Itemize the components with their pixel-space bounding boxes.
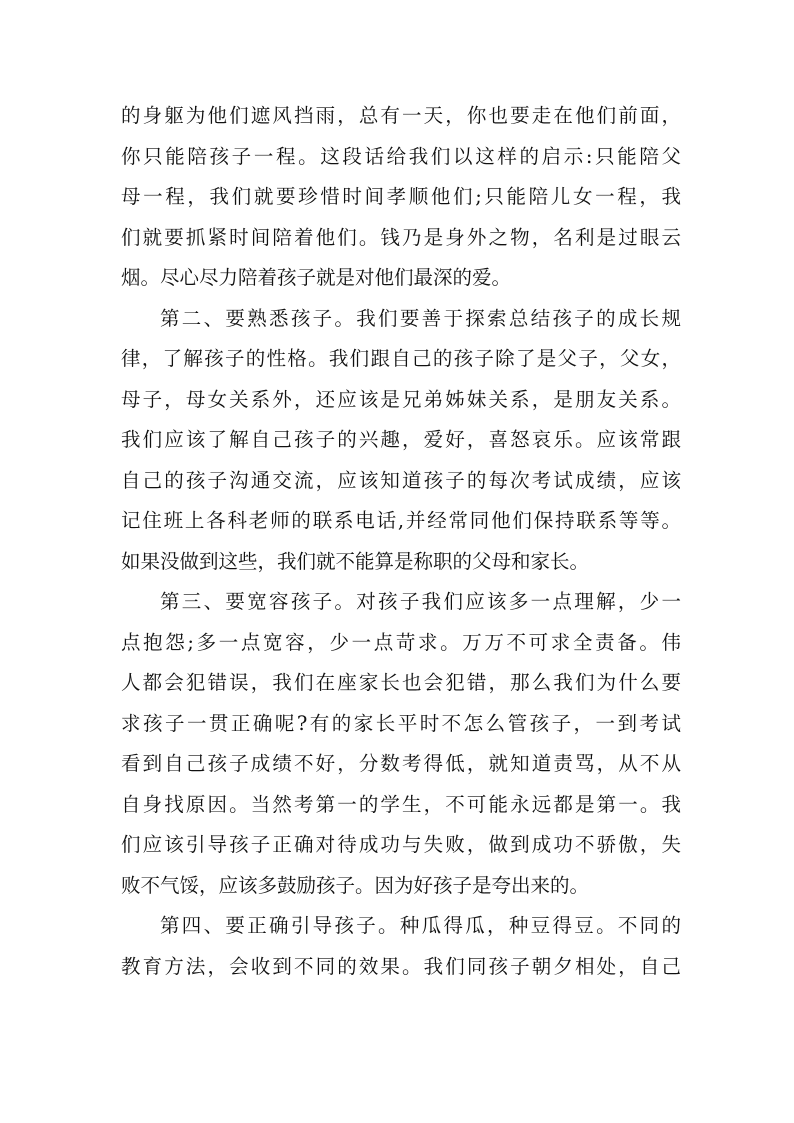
- text-line: 自身找原因。当然考第一的学生，不可能永远都是第一。我: [121, 792, 681, 816]
- text-line: 们就要抓紧时间陪着他们。钱乃是身外之物，名利是过眼云: [121, 225, 681, 249]
- text-line: 点抱怨;多一点宽容，少一点苛求。万万不可求全责备。伟: [121, 630, 681, 654]
- text-line: 母一程，我们就要珍惜时间孝顺他们;只能陪儿女一程，我: [121, 185, 681, 208]
- text-line: 教育方法，会收到不同的效果。我们同孩子朝夕相处，自己: [121, 954, 681, 978]
- text-line: 烟。尽心尽力陪着孩子就是对他们最深的爱。: [121, 266, 512, 289]
- text-line: 们应该引导孩子正确对待成功与失败，做到成功不骄傲，失: [121, 833, 681, 856]
- paragraph-heading-line: 第四、要正确引导孩子。种瓜得瓜，种豆得豆。不同的: [160, 914, 681, 937]
- text-line: 看到自己孩子成绩不好，分数考得低，就知道责骂，从不从: [121, 752, 681, 775]
- text-line: 母子，母女关系外，还应该是兄弟姊妹关系，是朋友关系。: [121, 387, 681, 411]
- paragraph-heading-line: 第二、要熟悉孩子。我们要善于探索总结孩子的成长规: [160, 306, 681, 330]
- text-line: 你只能陪孩子一程。这段话给我们以这样的启示:只能陪父: [121, 144, 681, 168]
- text-line: 求孩子一贯正确呢?有的家长平时不怎么管孩子，一到考试: [121, 711, 681, 735]
- text-line: 人都会犯错误，我们在座家长也会犯错，那么我们为什么要: [121, 671, 681, 694]
- text-line: 记住班上各科老师的联系电话,并经常同他们保持联系等等。: [121, 509, 681, 532]
- text-line: 的身躯为他们遮风挡雨，总有一天，你也要走在他们前面，: [121, 104, 681, 127]
- text-line: 如果没做到这些，我们就不能算是称职的父母和家长。: [121, 549, 590, 573]
- text-line: 我们应该了解自己孩子的兴趣，爱好，喜怒哀乐。应该常跟: [121, 428, 681, 451]
- body-text: [121, 96, 681, 987]
- text-line: 自己的孩子沟通交流，应该知道孩子的每次考试成绩，应该: [121, 468, 681, 492]
- paragraph-heading-line: 第三、要宽容孩子。对孩子我们应该多一点理解，少一: [160, 590, 681, 613]
- text-line: 败不气馁，应该多鼓励孩子。因为好孩子是夸出来的。: [121, 873, 590, 897]
- text-line: 律，了解孩子的性格。我们跟自己的孩子除了是父子，父女，: [121, 347, 681, 370]
